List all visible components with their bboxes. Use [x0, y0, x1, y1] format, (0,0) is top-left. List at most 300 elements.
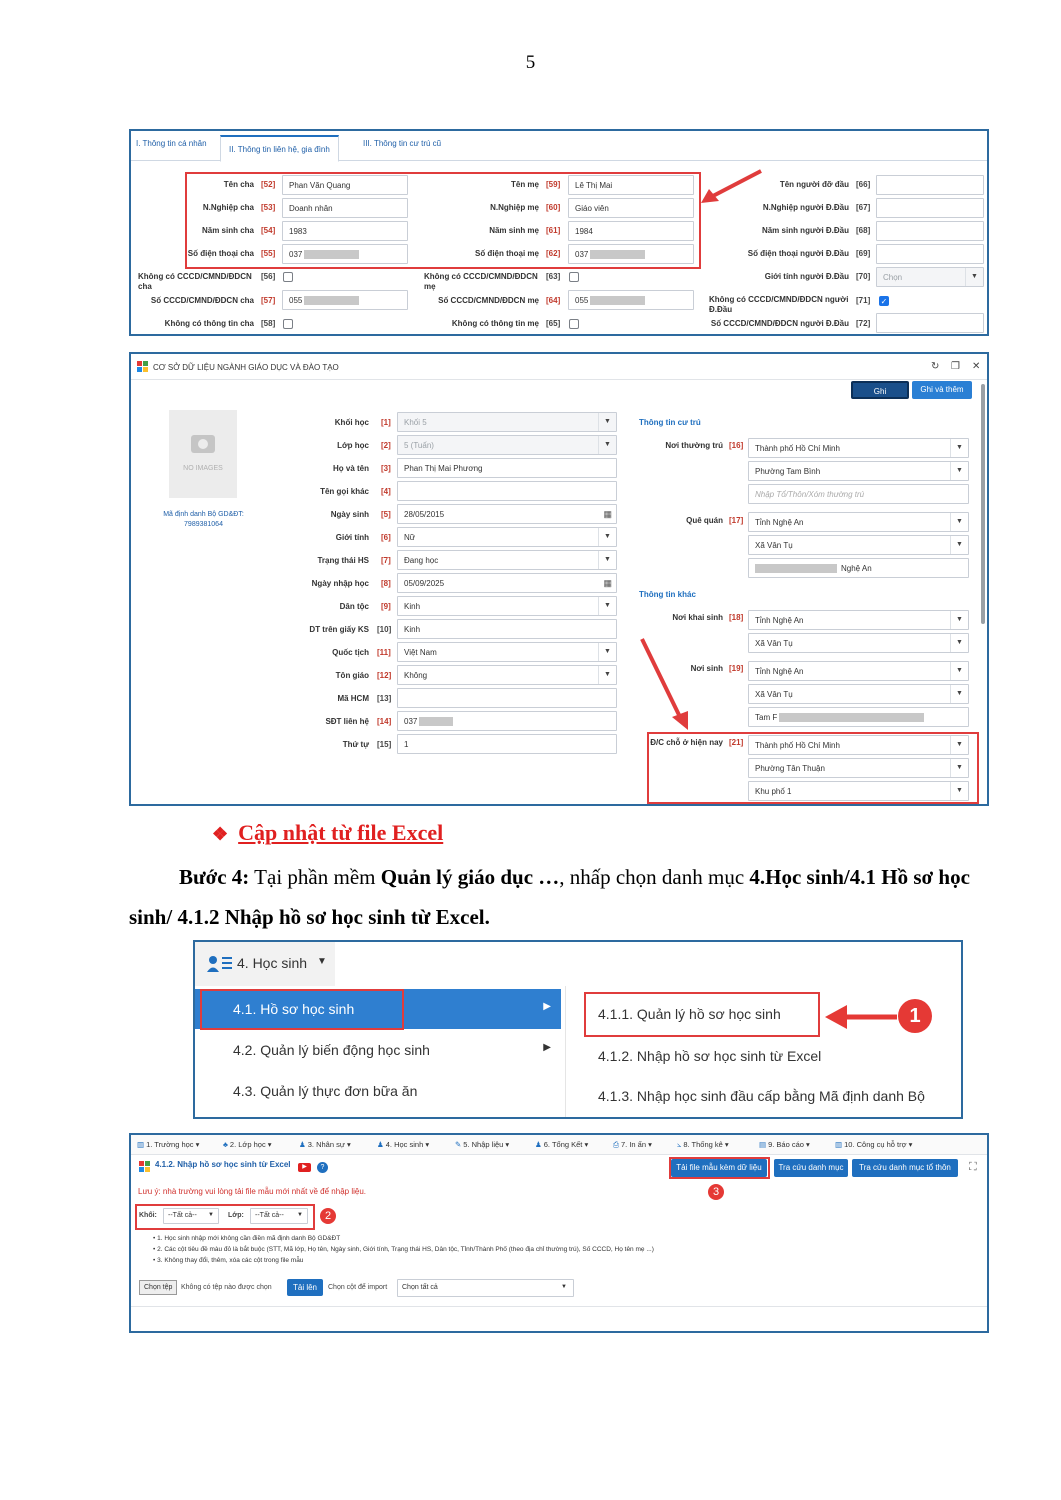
- birthdate-input[interactable]: [397, 504, 617, 524]
- app-logo-icon: [139, 1161, 151, 1173]
- redacted-mark: [304, 296, 359, 305]
- upload-button[interactable]: Tải lên: [287, 1279, 323, 1296]
- submenu-manage-profiles[interactable]: 4.1.1. Quản lý hồ sơ học sinh: [598, 1006, 781, 1022]
- field-code: [66]: [856, 180, 871, 189]
- birth-cert-ethnicity-input[interactable]: Kinh: [397, 619, 617, 639]
- field-code: [9]: [381, 602, 391, 611]
- tab-bar: [131, 131, 987, 161]
- redacted-mark: [755, 564, 837, 573]
- nav-label: 9. Báo cáo: [768, 1140, 804, 1149]
- other-name-input[interactable]: [397, 481, 617, 501]
- field-code: [17]: [729, 516, 744, 525]
- select-value: Xã Vân Tụ: [755, 690, 793, 699]
- hamlet-input[interactable]: Nhập Tổ/Thôn/Xóm thường trú: [748, 484, 969, 504]
- guardian-name-label: Tên người đỡ đầu: [779, 180, 849, 189]
- mother-nocccd-checkbox[interactable]: [569, 272, 579, 282]
- mother-noinfo-label: Không có thông tin mẹ: [451, 319, 539, 328]
- chevron-down-icon: ▼: [950, 536, 968, 554]
- field-code: [56]: [261, 272, 276, 281]
- top-nav: [131, 1135, 987, 1155]
- choose-column-label: Chọn cột để import: [328, 1284, 388, 1291]
- phone-value: 037: [289, 250, 303, 259]
- menu-top-label: 4. Học sinh: [237, 955, 308, 971]
- mother-noinfo-checkbox[interactable]: [569, 319, 579, 329]
- note-item: • 2. Các cột tiêu đề màu đỏ là bắt buộc (STT, Mã lớp, Họ tên, Ngày sinh, Giới tính, Trạng thái HS, Dân tộc, Tỉnh/Thành Phố (theo địa chỉ thường trú), Số CCCD, Họ tên mẹ ...): [153, 1244, 654, 1255]
- contact-phone-input[interactable]: [397, 711, 617, 731]
- highlight-box: [135, 1204, 315, 1230]
- select-value: Tỉnh Nghệ An: [755, 518, 804, 527]
- select-value: Tỉnh Nghệ An: [755, 616, 804, 625]
- father-job-label: N.Nghiệp cha: [202, 203, 254, 212]
- field-code: [64]: [546, 296, 561, 305]
- guardian-gender-label: Giới tính người Đ.Đầu: [764, 272, 849, 281]
- birth-registration-label: Nơi khai sinh: [672, 613, 723, 622]
- select-value: Phường Tân Thuận: [755, 764, 825, 773]
- field-code: [4]: [381, 487, 391, 496]
- gender-select[interactable]: [397, 527, 617, 547]
- father-nocccd-label: Không có CCCD/CMND/ĐDCN cha: [138, 272, 252, 291]
- field-code: [53]: [261, 203, 276, 212]
- chevron-down-icon: ▼: [950, 462, 968, 480]
- choose-column-select[interactable]: [397, 1279, 574, 1297]
- warning-note: Lưu ý: nhà trường vui lòng tải file mẫu mới nhất về để nhập liệu.: [138, 1187, 366, 1196]
- step-badge-1: 1: [898, 999, 932, 1033]
- field-code: [57]: [261, 296, 276, 305]
- select-value: Phường Tam Bình: [755, 467, 821, 476]
- mother-cccd-label: Số CCCD/CMND/ĐDCN mẹ: [438, 296, 539, 305]
- field-code: [3]: [381, 464, 391, 473]
- diamond-bullet-icon: ❖: [212, 824, 229, 844]
- date-value: 05/09/2025: [404, 579, 445, 588]
- page-breadcrumb: 4.1.2. Nhập hồ sơ học sinh từ Excel: [155, 1160, 291, 1169]
- select-value: Thành phố Hồ Chí Minh: [755, 741, 840, 750]
- restore-icon[interactable]: ❐: [951, 361, 960, 372]
- order-input[interactable]: 1: [397, 734, 617, 754]
- menu-item-student-changes[interactable]: [195, 1030, 561, 1070]
- date-value: 28/05/2015: [404, 510, 445, 519]
- status-label: Trạng thái HS: [317, 556, 369, 565]
- select-value: Không: [404, 671, 428, 680]
- menu-item-meal-menu[interactable]: [195, 1071, 561, 1111]
- status-select[interactable]: [397, 550, 617, 570]
- lookup-catalog-button[interactable]: Tra cứu danh mục: [774, 1159, 848, 1177]
- phone-value: 037: [575, 250, 589, 259]
- field-code: [60]: [546, 203, 561, 212]
- chevron-down-icon: ▼: [950, 611, 968, 629]
- father-noinfo-checkbox[interactable]: [283, 319, 293, 329]
- field-code: [5]: [381, 510, 391, 519]
- select-value: Việt Nam: [404, 648, 437, 657]
- permanent-ward-select[interactable]: [748, 461, 969, 481]
- guardian-name-input[interactable]: [876, 175, 984, 195]
- religion-label: Tôn giáo: [335, 671, 369, 680]
- lookup-hamlet-button[interactable]: Tra cứu danh mục tổ thôn: [852, 1159, 958, 1177]
- select-value: Khu phố 1: [755, 787, 792, 796]
- menu-item-label: 4.1. Hồ sơ học sinh: [233, 1001, 355, 1017]
- note-item: • 3. Không thay đổi, thêm, xóa các cột trong file mẫu: [153, 1255, 654, 1266]
- save-button[interactable]: Ghi: [851, 381, 909, 399]
- field-code: [59]: [546, 180, 561, 189]
- field-code: [1]: [381, 418, 391, 427]
- field-code: [15]: [377, 740, 392, 749]
- field-code: [52]: [261, 180, 276, 189]
- summary-icon: ♟: [535, 1140, 542, 1149]
- birthplace-province-select[interactable]: [748, 661, 969, 681]
- hcm-code-label: Mã HCM: [337, 694, 369, 703]
- select-value: --Tất cả--: [168, 1212, 197, 1219]
- tools-icon: ▥: [835, 1140, 843, 1149]
- fullname-input[interactable]: Phan Thị Mai Phương: [397, 458, 617, 478]
- page-number: 5: [525, 52, 536, 73]
- chevron-down-icon: ▼: [965, 268, 983, 286]
- field-code: [65]: [546, 319, 561, 328]
- birth-reg-province-select[interactable]: [748, 610, 969, 630]
- paragraph-text: Tại phần mềm: [249, 865, 381, 889]
- divider: [131, 1306, 987, 1307]
- nav-label: 4. Học sinh: [385, 1140, 424, 1149]
- field-code: [69]: [856, 249, 871, 258]
- birthplace-text: Tam F: [755, 713, 778, 722]
- guardian-year-label: Năm sinh người Đ.Đầu: [761, 226, 849, 235]
- mother-year-input[interactable]: 1984: [568, 221, 694, 241]
- nav-label: 10. Công cụ hỗ trợ: [844, 1140, 907, 1149]
- select-value: Kinh: [404, 602, 421, 611]
- menu-screenshot: [193, 940, 963, 1119]
- class-select[interactable]: [397, 435, 617, 455]
- class-label: Lớp học: [337, 441, 369, 450]
- field-code: [14]: [377, 717, 392, 726]
- calendar-icon[interactable]: ▦: [603, 578, 612, 588]
- class-filter-label: Lớp:: [228, 1212, 244, 1219]
- video-icon[interactable]: ▶: [298, 1163, 311, 1172]
- nav-label: 7. In ấn: [621, 1140, 647, 1149]
- select-value: Đang học: [404, 556, 439, 565]
- parent-info-screenshot: [129, 129, 989, 336]
- student-icon: ♟: [377, 1140, 384, 1149]
- red-arrow-icon: [823, 1003, 899, 1031]
- field-code: [19]: [729, 664, 744, 673]
- father-name-input[interactable]: Phan Văn Quang: [282, 175, 408, 195]
- student-list-icon: [207, 955, 233, 973]
- fullscreen-icon[interactable]: ⛶: [969, 1161, 977, 1173]
- chevron-down-icon: ▼: [598, 528, 616, 546]
- select-value: Xã Vân Tụ: [755, 639, 793, 648]
- father-phone-label: Số điện thoại cha: [187, 249, 254, 258]
- chevron-down-icon: ▼: [598, 551, 616, 569]
- redacted-mark: [779, 713, 924, 722]
- field-code: [70]: [856, 272, 871, 281]
- grade-select[interactable]: [397, 412, 617, 432]
- field-code: [61]: [546, 226, 561, 235]
- import-notes: [153, 1233, 654, 1266]
- no-images-text: NO IMAGES: [183, 465, 223, 472]
- nav-label: 8. Thống kê: [683, 1140, 723, 1149]
- instruction-paragraph: [129, 857, 991, 937]
- field-code: [55]: [261, 249, 276, 258]
- select-value: Chọn: [883, 273, 903, 282]
- redacted-mark: [590, 296, 645, 305]
- ethnicity-select[interactable]: [397, 596, 617, 616]
- father-year-label: Năm sinh cha: [201, 226, 254, 235]
- nav-report[interactable]: ▤ 9. Báo cáo ▾: [759, 1140, 810, 1149]
- nav-data-entry[interactable]: ✎ 5. Nhập liệu ▾: [455, 1140, 510, 1149]
- excel-import-screenshot: [129, 1133, 989, 1333]
- field-code: [8]: [381, 579, 391, 588]
- father-name-label: Tên cha: [223, 180, 254, 189]
- tab-personal-info[interactable]: I. Thông tin cá nhân: [136, 139, 207, 148]
- step-badge-2: 2: [320, 1208, 336, 1224]
- nav-class[interactable]: ♣ 2. Lớp học ▾: [223, 1140, 272, 1149]
- chevron-down-icon: ▼: [208, 1212, 214, 1218]
- save-and-add-button[interactable]: Ghi và thêm: [912, 381, 972, 399]
- select-value: Xã Vân Tụ: [755, 541, 793, 550]
- scrollbar[interactable]: [981, 384, 985, 624]
- field-code: [67]: [856, 203, 871, 212]
- menu-item-label: 4.2. Quản lý biến động học sinh: [233, 1042, 430, 1058]
- hometown-detail-input[interactable]: [748, 558, 969, 578]
- chevron-down-icon: ▼: [598, 666, 616, 684]
- guardian-gender-select[interactable]: [876, 267, 984, 287]
- chevron-down-icon: ▼: [561, 1284, 567, 1290]
- submenu-import-by-id[interactable]: 4.1.3. Nhập học sinh đầu cấp bằng Mã định danh Bộ: [598, 1088, 925, 1104]
- field-code: [63]: [546, 272, 561, 281]
- menu-item-label: 4.3. Quản lý thực đơn bữa ăn: [233, 1083, 418, 1099]
- field-code: [7]: [381, 556, 391, 565]
- other-name-label: Tên gọi khác: [320, 487, 369, 496]
- ministry-id-value: 7989381064: [184, 521, 223, 528]
- chevron-down-icon: ▼: [297, 1212, 303, 1218]
- nav-label: 1. Trường học: [146, 1140, 194, 1149]
- father-cccd-input[interactable]: [282, 290, 408, 310]
- field-code: [62]: [546, 249, 561, 258]
- birthplace-commune-select[interactable]: [748, 684, 969, 704]
- gender-label: Giới tính: [335, 533, 369, 542]
- print-icon: ⎙: [613, 1140, 619, 1149]
- nav-student[interactable]: ♟ 4. Học sinh ▾: [377, 1140, 430, 1149]
- mother-nocccd-label: Không có CCCD/CMND/ĐDCN mẹ: [424, 272, 538, 291]
- chevron-down-icon: ▼: [950, 662, 968, 680]
- field-code: [21]: [729, 738, 744, 747]
- highlight-box: [584, 992, 820, 1037]
- nationality-select[interactable]: [397, 642, 617, 662]
- guardian-nocccd-label: Không có CCCD/CMND/ĐDCN người Đ.Đầu: [709, 295, 849, 314]
- field-code: [12]: [377, 671, 392, 680]
- no-file-text: Không có tệp nào được chọn: [181, 1284, 272, 1291]
- birthplace-detail-input[interactable]: [748, 707, 969, 727]
- cccd-value: 055: [289, 296, 303, 305]
- app-logo-icon: [137, 361, 149, 373]
- field-code: [13]: [377, 694, 392, 703]
- other-info-section-title: Thông tin khác: [639, 590, 696, 599]
- highlight-box: [669, 1157, 770, 1179]
- hometown-province-select[interactable]: [748, 512, 969, 532]
- mother-name-input[interactable]: Lê Thị Mai: [568, 175, 694, 195]
- nav-label: 2. Lớp học: [229, 1140, 266, 1149]
- residence-section-title: Thông tin cư trú: [639, 418, 701, 427]
- tab-old-residence[interactable]: III. Thông tin cư trú cũ: [363, 139, 442, 148]
- select-value: Tỉnh Nghệ An: [755, 667, 804, 676]
- nav-label: 3. Nhân sự: [307, 1140, 345, 1149]
- caret-down-icon: ▼: [317, 956, 327, 967]
- paragraph-text: , nhấp chọn danh mục: [559, 865, 750, 889]
- chevron-down-icon: ▼: [598, 643, 616, 661]
- field-code: [16]: [729, 441, 744, 450]
- field-code: [2]: [381, 441, 391, 450]
- nav-label: 5. Nhập liệu: [463, 1140, 504, 1149]
- fullname-label: Họ và tên: [332, 464, 369, 473]
- nav-statistics[interactable]: ⦣ 8. Thống kê ▾: [677, 1140, 729, 1149]
- chart-icon: ⦣: [677, 1140, 682, 1149]
- field-code: [68]: [856, 226, 871, 235]
- note-item: • 1. Học sinh nhập mới không cần điền mã định danh Bộ GD&ĐT: [153, 1233, 654, 1244]
- select-value: Nữ: [404, 533, 416, 542]
- chevron-down-icon: ▼: [950, 634, 968, 652]
- phone-value: 037: [404, 717, 418, 726]
- field-code: [54]: [261, 226, 276, 235]
- nav-label: 6. Tổng Kết: [543, 1140, 583, 1149]
- guardian-cccd-input[interactable]: [876, 313, 984, 333]
- people-icon: ♣: [223, 1140, 228, 1149]
- birth-reg-commune-select[interactable]: [748, 633, 969, 653]
- religion-select[interactable]: [397, 665, 617, 685]
- select-value: 5 (Tuấn): [404, 441, 434, 450]
- select-value: Chọn tất cả: [402, 1284, 438, 1291]
- red-arrow-icon: [636, 637, 696, 732]
- chevron-right-icon: ▶: [543, 1042, 551, 1053]
- window-titlebar: [131, 354, 987, 380]
- menu-level-1: [195, 986, 561, 1117]
- choose-file-button[interactable]: Chọn tệp: [139, 1280, 177, 1295]
- chevron-down-icon: ▼: [950, 685, 968, 703]
- refresh-icon[interactable]: ↻: [931, 361, 940, 372]
- submenu-import-excel[interactable]: 4.1.2. Nhập hồ sơ học sinh từ Excel: [598, 1048, 822, 1064]
- field-code: [6]: [381, 533, 391, 542]
- field-code: [18]: [729, 613, 744, 622]
- hcm-code-input[interactable]: [397, 688, 617, 708]
- chevron-down-icon: ▼: [950, 439, 968, 457]
- guardian-nocccd-checkbox[interactable]: ✓: [880, 297, 888, 306]
- guardian-phone-input[interactable]: [876, 244, 984, 264]
- nav-summary[interactable]: ♟ 6. Tổng Kết ▾: [535, 1140, 589, 1149]
- section-heading: [212, 820, 443, 846]
- contact-phone-label: SĐT liên hệ: [325, 717, 369, 726]
- cccd-value: 055: [575, 296, 589, 305]
- hometown-label: Quê quán: [686, 516, 723, 525]
- enroll-date-input[interactable]: [397, 573, 617, 593]
- chevron-down-icon: ▼: [598, 413, 616, 431]
- calendar-icon[interactable]: ▦: [603, 509, 612, 519]
- chevron-right-icon: ▶: [543, 1001, 551, 1012]
- highlight-box: [647, 732, 979, 804]
- father-cccd-label: Số CCCD/CMND/ĐDCN cha: [150, 296, 254, 305]
- ministry-id-label: Mã định danh Bộ GD&ĐT:: [163, 511, 244, 518]
- tab-contact-family[interactable]: II. Thông tin liên hệ, gia đình: [220, 135, 339, 162]
- father-noinfo-label: Không có thông tin cha: [164, 319, 254, 328]
- guardian-job-input[interactable]: [876, 198, 984, 218]
- mother-job-label: N.Nghiệp mẹ: [490, 203, 539, 212]
- hometown-text: Nghệ An: [841, 564, 872, 573]
- field-code: [11]: [377, 648, 391, 657]
- chevron-down-icon: ▼: [950, 759, 968, 777]
- camera-icon: [191, 435, 215, 453]
- chevron-down-icon: ▼: [950, 736, 968, 754]
- mother-phone-label: Số điện thoại mẹ: [474, 249, 539, 258]
- highlight-box: [185, 172, 701, 269]
- download-template-button[interactable]: Tải file mẫu kèm dữ liệu: [671, 1159, 767, 1177]
- window-title: CƠ SỞ DỮ LIỆU NGÀNH GIÁO DỤC VÀ ĐÀO TẠO: [153, 363, 339, 372]
- menu-student-toggle[interactable]: [195, 942, 335, 986]
- nav-print[interactable]: ⎙ 7. In ấn ▾: [613, 1140, 652, 1149]
- section-heading-text: Cập nhật từ file Excel: [238, 820, 444, 845]
- order-label: Thứ tự: [342, 740, 369, 749]
- select-value: Khối 5: [404, 418, 427, 427]
- select-value: --Tất cả--: [255, 1212, 284, 1219]
- student-record-screenshot: [129, 352, 989, 806]
- father-job-input[interactable]: Doanh nhân: [282, 198, 408, 218]
- grade-label: Khối học: [334, 418, 369, 427]
- chevron-down-icon: ▼: [950, 782, 968, 800]
- step-label: Bước 4:: [179, 865, 250, 889]
- birthdate-label: Ngày sinh: [330, 510, 369, 519]
- report-icon: ▤: [759, 1140, 767, 1149]
- select-value: Thành phố Hồ Chí Minh: [755, 444, 840, 453]
- chevron-down-icon: ▼: [950, 513, 968, 531]
- guardian-year-input[interactable]: [876, 221, 984, 241]
- mother-job-input[interactable]: Giáo viên: [568, 198, 694, 218]
- nav-staff[interactable]: ♟ 3. Nhân sự ▾: [299, 1140, 351, 1149]
- highlight-box: [200, 989, 404, 1030]
- guardian-phone-label: Số điện thoại người Đ.Đầu: [747, 249, 849, 258]
- field-code: [72]: [856, 319, 871, 328]
- birthplace-label: Nơi sinh: [690, 664, 723, 673]
- student-photo[interactable]: [169, 410, 237, 498]
- mother-name-label: Tên mẹ: [510, 180, 539, 189]
- nationality-label: Quốc tịch: [332, 648, 369, 657]
- close-icon[interactable]: ✕: [972, 361, 981, 372]
- mother-cccd-input[interactable]: [568, 290, 694, 310]
- field-code: [71]: [856, 296, 871, 305]
- birth-cert-ethnicity-label: DT trên giấy KS: [309, 625, 369, 634]
- nav-school[interactable]: ▥ 1. Trường học ▾: [137, 1140, 200, 1149]
- current-address-label: Đ/C chỗ ở hiện nay: [650, 738, 723, 747]
- software-name: Quản lý giáo dục …: [380, 865, 560, 889]
- chevron-down-icon: ▼: [598, 597, 616, 615]
- field-code: [58]: [261, 319, 276, 328]
- father-nocccd-checkbox[interactable]: [283, 272, 293, 282]
- father-year-input[interactable]: 1983: [282, 221, 408, 241]
- red-arrow-icon: [697, 167, 767, 207]
- step-badge-3: 3: [708, 1184, 724, 1200]
- guardian-cccd-label: Số CCCD/CMND/ĐDCN người Đ.Đầu: [710, 319, 849, 328]
- field-code: [10]: [377, 625, 392, 634]
- nav-tools[interactable]: ▥ 10. Công cụ hỗ trợ ▾: [835, 1140, 913, 1149]
- hometown-commune-select[interactable]: [748, 535, 969, 555]
- menu-path: 4.Học sinh/4.1 Hồ sơ học sinh/ 4.1.2 Nhập hồ sơ học sinh từ Excel.: [129, 865, 970, 929]
- guardian-job-label: N.Nghiệp người Đ.Đầu: [762, 203, 849, 212]
- building-icon: ▥: [137, 1140, 145, 1149]
- edit-icon: ✎: [455, 1140, 462, 1149]
- chevron-down-icon: ▼: [598, 436, 616, 454]
- permanent-province-select[interactable]: [748, 438, 969, 458]
- help-icon[interactable]: ?: [317, 1162, 328, 1173]
- staff-icon: ♟: [299, 1140, 306, 1149]
- enroll-date-label: Ngày nhập học: [311, 579, 369, 588]
- grade-filter-label: Khối:: [139, 1212, 157, 1219]
- mother-year-label: Năm sinh mẹ: [489, 226, 539, 235]
- ethnicity-label: Dân tộc: [339, 602, 369, 611]
- redacted-mark: [419, 717, 453, 726]
- permanent-address-label: Nơi thường trú: [665, 441, 723, 450]
